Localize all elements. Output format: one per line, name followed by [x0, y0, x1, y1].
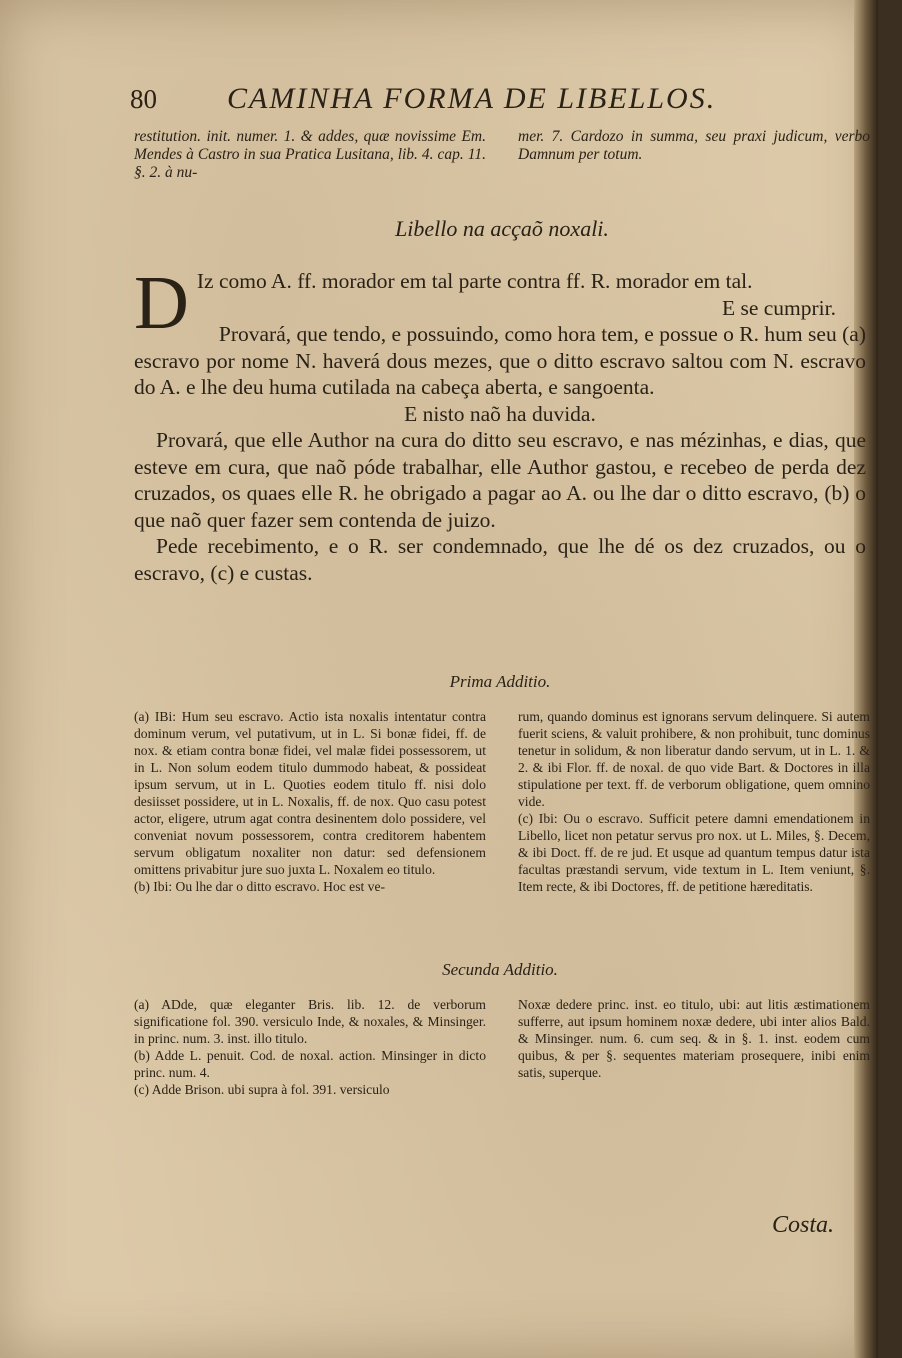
top-note-left: restitution. init. numer. 1. & addes, quæ novissime Em. Mendes à Castro in sua Pratica Lusitana, lib. 4. cap. 11. §. 2. à nu- [134, 128, 486, 181]
addition-1-notes [134, 708, 870, 895]
note-b: (b) Ibi: Ou lhe dar o ditto escravo. Hoc est ve- [134, 879, 386, 894]
addition-1-left [134, 708, 486, 895]
paragraph-2-end: E nisto naõ ha duvida. [404, 401, 596, 426]
addition-1-title: Prima Additio. [449, 672, 551, 691]
addition-2-notes [134, 996, 870, 1098]
page-header [130, 82, 870, 122]
note-a: (a) IBi: Hum seu escravo. Actio ista noxalis intentatur contra dominum verum, vel putativum, ut in L. Si bonæ fidei, ff. de nox. & etiam contra bonæ fidei, vel malæ fidei possessorem, ut in L. Non solum eodem titulo dummodo habeat, & possideat ipsum servum, ut in L. Quoties eodem titulo ff. nisi dolo desiisset possidere, ut in L. Noxalis, ff. de nox. Quo casu potest actor, eligere, utrum agat contra desinentem dolo possidere, vel conveniat novum possessorem, contra creditorem habentem servum obligatum noxaliter non datur: sed defensionem omittens privabitur jure suo juxta L. Noxalem eo titulo. [134, 709, 486, 877]
paragraph-3: Provará, que elle Author na cura do ditto seu escravo, e nas mézinhas, e dias, que esteve em cura, que naõ póde trabalhar, elle Author gastou, e recebeo de perda dez cruzados, os quaes elle R. he obrigado a pagar ao A. ou lhe dar o ditto escravo, (b) o que naõ quer fazer sem contenda de juizo. [134, 428, 866, 532]
paragraph-1-text: Iz como A. ff. morador em tal parte contra ff. R. morador em tal. [196, 269, 753, 293]
addition-2-left [134, 996, 486, 1098]
drop-cap: D [134, 261, 189, 345]
note-a-continued: rum, quando dominus est ignorans servum delinquere. Si autem fuerit sciens, & valuit prohibere, & non prohibuit, tunc dominus tenetur in solidum, & non liberatur dando servum, ut in L. 1. & 2. & ibi Flor. ff. de noxal. de quo vide Bart. & Doctores in illa stipulatione per text. ff. de verborum obligatione, quem omnino vide. [518, 709, 870, 809]
libel-body [134, 261, 866, 586]
addition-1-right [518, 708, 870, 895]
note2-a: (a) ADde, quæ eleganter Bris. lib. 12. de verborum significatione fol. 390. versiculo Inde, & noxales, & Minsinger. in princ. num. 3. inst. illo titulo. [134, 997, 486, 1046]
note2-c-continued: Noxæ dedere princ. inst. eo titulo, ubi: aut litis æstimationem sufferre, aut ipsum hominem noxæ dedere, ubi inter alios Bald. & Minsinger. num. 6. cum seq. & in §. 1. inst. eodem cum quibus, & per §. sequentes materiam prosequere, inibi enim satis, superque. [518, 997, 870, 1080]
addition-2-title: Secunda Additio. [442, 960, 558, 979]
page-number: 80 [130, 84, 157, 114]
note2-b: (b) Adde L. penuit. Cod. de noxal. action. Minsinger in dicto princ. num. 4. [134, 1048, 486, 1080]
paragraph-1-end: E se cumprir. [721, 295, 836, 320]
addition-2-right [518, 996, 870, 1098]
paragraph-4: Pede recebimento, e o R. ser condemnado, que lhe dé os dez cruzados, ou o escravo, (c) e custas. [134, 534, 866, 585]
note2-c: (c) Adde Brison. ubi supra à fol. 391. versiculo [134, 1082, 390, 1097]
book-spine [854, 0, 878, 1358]
running-title: CAMINHA FORMA DE LIBELLOS. [227, 82, 717, 115]
paragraph-2: Provará, que tendo, e possuindo, como hora tem, e possue o R. hum seu (a) escravo por nome N. haverá dous mezes, que o ditto escravo saltou com N. escravo do A. e lhe deu huma cutilada na cabeça aberta, e sangoenta. [134, 322, 866, 399]
top-note-right: mer. 7. Cardozo in summa, seu praxi judicum, verbo Damnum per totum. [518, 128, 870, 163]
top-notes [134, 128, 870, 182]
catchword: Costa. [771, 1212, 834, 1238]
note-c: (c) Ibi: Ou o escravo. Sufficit petere damni emendationem in Libello, licet non petatur servus pro nox. ut L. Miles, §. Decem, & ibi Doct. ff. de re jud. Et usque ad quantum tempus datur ista facultas præstandi servum, vide textum in L. Item veniunt, §. Item recte, & ibi Doctores, ff. de petitione hæreditatis. [518, 811, 870, 894]
section-title: Libello na acçaõ noxali. [395, 216, 609, 241]
